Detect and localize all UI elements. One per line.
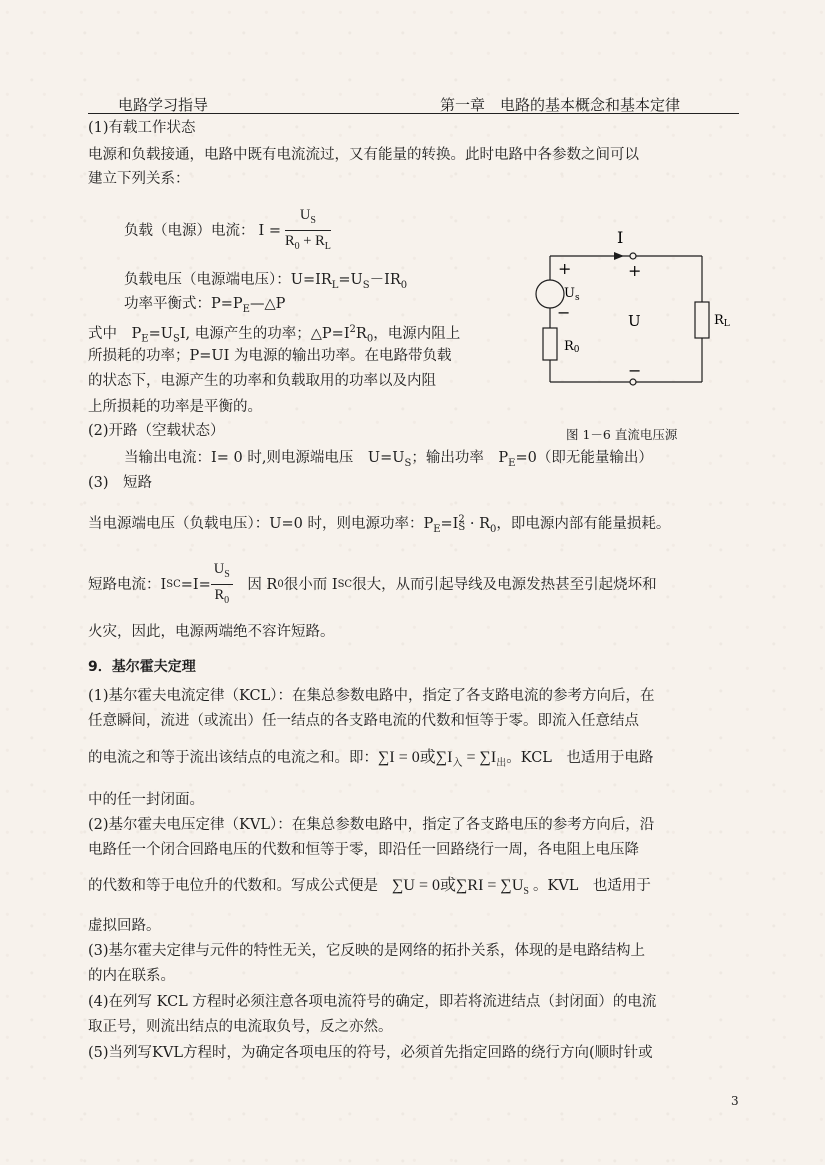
current-lhs: I = bbox=[258, 223, 281, 240]
short-sub0: 0 bbox=[490, 523, 497, 535]
label-rl-sub: L bbox=[723, 319, 730, 329]
current-den-mid: + R bbox=[299, 232, 325, 249]
point4-line1: (4)在列写 KCL 方程时必须注意各项电流符号的确定，即若将流进结点（封闭面）的电流 bbox=[88, 994, 657, 1010]
circuit-diagram bbox=[512, 222, 730, 394]
kcl-line4: 中的任一封闭面。 bbox=[88, 792, 204, 808]
short-line3: 火灾，因此，电源两端绝不容许短路。 bbox=[88, 624, 335, 640]
kvl-formula-a: ∑U = 0或∑RI = ∑U bbox=[392, 877, 524, 894]
f1-sup2: 2 bbox=[349, 324, 356, 335]
label-minus-bottom: − bbox=[628, 361, 642, 380]
voltage-mid: =U bbox=[338, 272, 363, 288]
short-c: · R bbox=[465, 516, 491, 532]
formula-line4: 上所损耗的功率是平衡的。 bbox=[88, 399, 262, 415]
loaded-paragraph-line2: 建立下列关系： bbox=[88, 171, 190, 187]
current-fraction bbox=[285, 206, 331, 257]
label-us-sub: s bbox=[574, 293, 580, 303]
power-balance-line bbox=[124, 294, 285, 320]
point3-line2: 的内在联系。 bbox=[88, 968, 175, 984]
label-minus-left: − bbox=[557, 303, 571, 322]
formula-line3: 的状态下，电源产生的功率和负载取用的功率以及内阻 bbox=[88, 373, 436, 389]
current-num-sub: S bbox=[310, 214, 316, 226]
label-r0-sub: 0 bbox=[573, 345, 580, 355]
short2-subSC: SC bbox=[166, 579, 181, 591]
short2-d: 很小而 I bbox=[283, 577, 338, 594]
kcl-formula-a: ∑I = 0或∑I bbox=[378, 749, 453, 766]
short-d: ，即电源内部有能量损耗。 bbox=[496, 516, 671, 532]
f1c: I, 电源产生的功率；△P=I bbox=[179, 325, 350, 342]
resistor-rl bbox=[695, 302, 709, 338]
f1-subS: S bbox=[172, 333, 180, 345]
kcl-formula-b: = ∑I bbox=[462, 749, 497, 766]
label-plus-left: + bbox=[558, 259, 572, 278]
short2-e: 很大，从而引起导线及电源发热甚至引起烧坏和 bbox=[352, 577, 657, 594]
short-subE: E bbox=[433, 523, 441, 535]
label-rl-main: R bbox=[714, 313, 724, 328]
kcl-formula bbox=[378, 749, 507, 770]
formula-line2: 所损耗的功率；P=UI 为电源的输出功率。在电路带负载 bbox=[88, 348, 452, 364]
short2-subSC2: SC bbox=[337, 579, 353, 591]
current-arrow-icon bbox=[614, 252, 624, 260]
open-a: 当输出电流：I= 0 时,则电源端电压 U=U bbox=[124, 450, 405, 466]
header-rule bbox=[88, 113, 739, 114]
kvl-line1: (2)基尔霍夫电压定律（KVL）：在集总参数电路中，指定了各支路电压的参考方向后，沿 bbox=[88, 817, 655, 833]
current-den: R bbox=[285, 232, 295, 249]
voltage-subL: L bbox=[331, 279, 339, 291]
power-end: —△P bbox=[249, 296, 286, 312]
open-c: =0（即无能量输出） bbox=[515, 450, 653, 466]
short-a: 当电源端电压（负载电压）：U=0 时，则电源功率：P bbox=[88, 516, 434, 532]
short2-a: 短路电流：I bbox=[88, 577, 167, 594]
f1-subE: E bbox=[141, 333, 149, 345]
label-r0-main: R bbox=[564, 339, 574, 354]
open-subE: E bbox=[508, 457, 516, 469]
kvl-line4: 虚拟回路。 bbox=[88, 918, 161, 934]
short-num: U bbox=[213, 561, 225, 577]
current-formula bbox=[124, 206, 331, 257]
figure-caption: 图 1－6 直流电压源 bbox=[566, 427, 678, 442]
section-short-title: (3) 短路 bbox=[88, 475, 153, 491]
kcl3-a: 的电流之和等于流出该结点的电流之和。即： bbox=[88, 750, 378, 766]
label-u: U bbox=[628, 312, 641, 330]
open-b: ；输出功率 P bbox=[411, 450, 509, 466]
kcl-line2: 任意瞬间，流进（或流出）任一结点的各支路电流的代数和恒等于零。即流入任意结点 bbox=[88, 713, 639, 729]
short-b: =I bbox=[440, 516, 459, 532]
short-line1 bbox=[88, 514, 670, 540]
power-subE: E bbox=[242, 303, 250, 315]
open-line1 bbox=[124, 448, 653, 474]
label-us-main: U bbox=[564, 286, 575, 301]
kvl-line3 bbox=[88, 876, 651, 902]
kcl-sub-in: 入 bbox=[452, 758, 463, 770]
kvl-formula bbox=[392, 877, 529, 898]
kcl-line3 bbox=[88, 748, 653, 774]
voltage-text: 负载电压（电源端电压）：U=IR bbox=[124, 272, 332, 288]
short2-c: 因 R bbox=[232, 577, 278, 594]
current-num: U bbox=[299, 207, 311, 223]
power-text: 功率平衡式：P=P bbox=[124, 296, 243, 312]
current-den-sub0: 0 bbox=[294, 240, 300, 252]
page-number: 3 bbox=[731, 1094, 739, 1108]
voltage-subS: S bbox=[362, 279, 370, 291]
resistor-r0 bbox=[543, 328, 557, 360]
short-fraction bbox=[211, 560, 233, 611]
short-den-sub: 0 bbox=[224, 594, 230, 606]
short-den: R bbox=[214, 586, 225, 603]
terminal-top bbox=[630, 253, 636, 259]
kcl3-b: 。KCL 也适用于电路 bbox=[506, 750, 654, 766]
kvl-line2: 电路任一个闭合回路电压的代数和恒等于零，即沿任一回路绕行一周，各电阻上电压降 bbox=[88, 842, 639, 858]
section-kirchhoff-title: 9．基尔霍夫定理 bbox=[88, 659, 196, 675]
short-num-sub: S bbox=[224, 568, 230, 580]
label-us bbox=[564, 286, 580, 303]
loaded-paragraph-line1: 电源和负载接通，电路中既有电流流过，又有能量的转换。此时电路中各参数之间可以 bbox=[88, 147, 639, 163]
voltage-line bbox=[124, 270, 407, 296]
short2-sub0: 0 bbox=[277, 579, 284, 591]
open-subS: S bbox=[404, 457, 412, 469]
point5-line1: (5)当列写KVL方程时，为确定各项电压的符号，必须首先指定回路的绕行方向(顺时针或 bbox=[88, 1045, 653, 1061]
f1-sub0: 0 bbox=[366, 333, 374, 345]
short-sup: 2 bbox=[458, 514, 465, 525]
label-current-i: I bbox=[617, 228, 624, 247]
kvl-formula-sub: S bbox=[523, 886, 529, 898]
point3-line1: (3)基尔霍夫定律与元件的特性无关，它反映的是网络的拓扑关系，体现的是电路结构上 bbox=[88, 943, 646, 959]
short-sub: S bbox=[458, 522, 466, 533]
short-line2 bbox=[88, 560, 657, 611]
label-plus-right: + bbox=[628, 261, 642, 280]
f1d: R bbox=[355, 325, 367, 342]
section-open-title: (2)开路（空载状态） bbox=[88, 423, 225, 439]
short2-b: =I= bbox=[180, 577, 211, 594]
running-header-right: 第一章 电路的基本概念和基本定律 bbox=[440, 96, 681, 114]
kvl3-a: 的代数和等于电位升的代数和。写成公式便是 bbox=[88, 878, 378, 894]
voltage-sub0: 0 bbox=[400, 279, 408, 291]
point4-line2: 取正号，则流出结点的电流取负号，反之亦然。 bbox=[88, 1019, 393, 1035]
f1b: =U bbox=[148, 325, 173, 342]
kvl3-b: 。KVL 也适用于 bbox=[532, 878, 651, 894]
kcl-line1: (1)基尔霍夫电流定律（KCL）：在集总参数电路中，指定了各支路电流的参考方向后，在 bbox=[88, 688, 655, 704]
f1a: 式中 P bbox=[88, 325, 142, 342]
running-header-left: 电路学习指导 bbox=[118, 96, 209, 114]
current-den-subL: L bbox=[324, 240, 331, 252]
current-label: 负载（电源）电流： bbox=[124, 223, 255, 240]
label-r0 bbox=[564, 339, 580, 355]
section-loaded-title: (1)有载工作状态 bbox=[88, 120, 196, 136]
kcl-sub-out: 出 bbox=[496, 758, 507, 770]
f1e: ，电源内阻上 bbox=[373, 325, 461, 342]
voltage-end: －IR bbox=[369, 272, 401, 288]
